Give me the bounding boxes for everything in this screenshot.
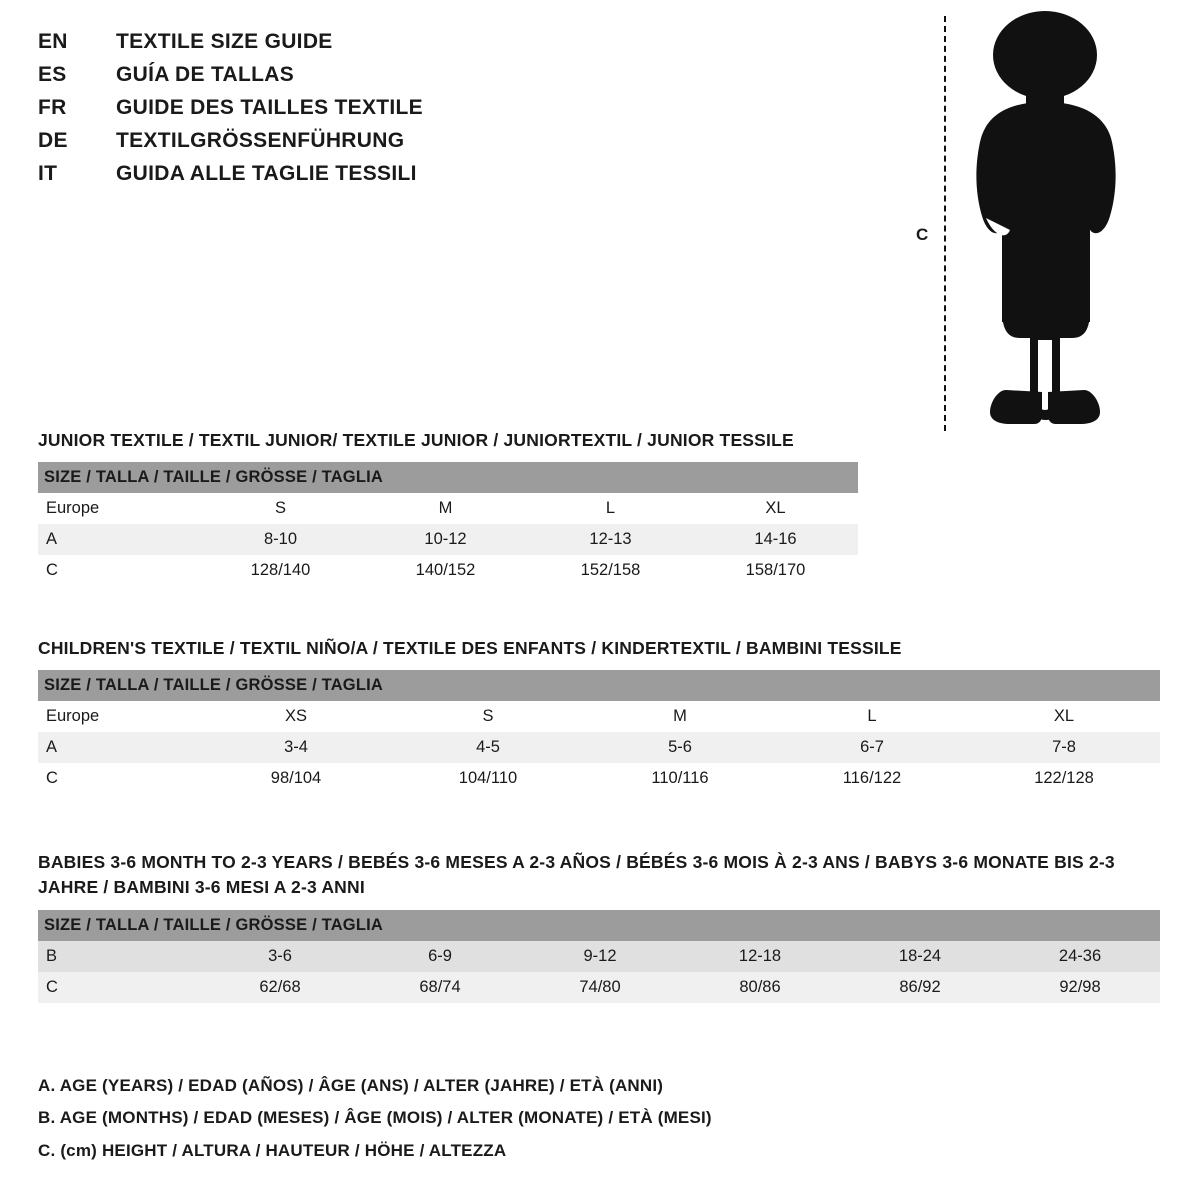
child-silhouette-icon — [950, 10, 1140, 435]
cell-value: 7-8 — [968, 732, 1160, 763]
cell-value: 80/86 — [680, 972, 840, 1003]
cell-value: 104/110 — [392, 763, 584, 794]
section-junior-textile — [38, 428, 1162, 586]
cell-value: L — [776, 701, 968, 732]
table-row — [38, 701, 1160, 732]
language-title: TEXTILE SIZE GUIDE — [116, 30, 333, 53]
measure-label-c: C — [916, 225, 929, 244]
table-row — [38, 972, 1160, 1003]
row-label: A — [38, 732, 200, 763]
cell-value: 152/158 — [528, 555, 693, 586]
cell-value: 122/128 — [968, 763, 1160, 794]
language-code: IT — [38, 162, 58, 185]
cell-value: 12-18 — [680, 941, 840, 972]
cell-value: 4-5 — [392, 732, 584, 763]
language-title: TEXTILGRÖSSENFÜHRUNG — [116, 129, 405, 152]
row-label: C — [38, 972, 200, 1003]
cell-value: 86/92 — [840, 972, 1000, 1003]
cell-value: 92/98 — [1000, 972, 1160, 1003]
row-label: Europe — [38, 701, 200, 732]
cell-value: 62/68 — [200, 972, 360, 1003]
footnote-age-years: A. AGE (YEARS) / EDAD (AÑOS) / ÂGE (ANS) / ALTER (JAHRE) / ETÀ (ANNI) — [38, 1076, 664, 1095]
language-title: GUÍA DE TALLAS — [116, 63, 295, 86]
language-code: FR — [38, 96, 67, 119]
cell-value: 14-16 — [693, 524, 858, 555]
cell-value: L — [528, 493, 693, 524]
row-label: Europe — [38, 493, 198, 524]
junior-size-table — [38, 462, 858, 586]
language-row — [38, 129, 738, 162]
cell-value: 140/152 — [363, 555, 528, 586]
table-row — [38, 493, 858, 524]
band-label: SIZE / TALLA / TAILLE / GRÖSSE / TAGLIA — [38, 462, 858, 493]
section-babies-textile — [38, 850, 1162, 1003]
cell-value: 116/122 — [776, 763, 968, 794]
cell-value: 128/140 — [198, 555, 363, 586]
cell-value: 18-24 — [840, 941, 1000, 972]
cell-value: 68/74 — [360, 972, 520, 1003]
language-row — [38, 162, 738, 195]
cell-value: 9-12 — [520, 941, 680, 972]
language-code: DE — [38, 129, 68, 152]
babies-size-table — [38, 910, 1160, 1003]
language-title-block — [38, 30, 738, 195]
band-label: SIZE / TALLA / TAILLE / GRÖSSE / TAGLIA — [38, 910, 1160, 941]
cell-value: 158/170 — [693, 555, 858, 586]
language-code: EN — [38, 30, 68, 53]
language-row — [38, 30, 738, 63]
legend-footnotes — [38, 1070, 1138, 1167]
cell-value: 74/80 — [520, 972, 680, 1003]
cell-value: 6-9 — [360, 941, 520, 972]
measure-dashed-line — [944, 16, 946, 431]
language-title: GUIDA ALLE TAGLIE TESSILI — [116, 162, 417, 185]
cell-value: 98/104 — [200, 763, 392, 794]
row-label: B — [38, 941, 200, 972]
row-label: C — [38, 763, 200, 794]
table-row — [38, 555, 858, 586]
cell-value: XL — [693, 493, 858, 524]
language-code: ES — [38, 63, 67, 86]
cell-value: 24-36 — [1000, 941, 1160, 972]
section-title: CHILDREN'S TEXTILE / TEXTIL NIÑO/A / TEXTILE DES ENFANTS / KINDERTEXTIL / BAMBINI TESSILE — [38, 638, 902, 658]
table-band-header — [38, 910, 1160, 941]
row-label: C — [38, 555, 198, 586]
cell-value: M — [584, 701, 776, 732]
cell-value: 10-12 — [363, 524, 528, 555]
footnote-height-cm: C. (cm) HEIGHT / ALTURA / HAUTEUR / HÖHE / ALTEZZA — [38, 1140, 507, 1160]
row-label: A — [38, 524, 198, 555]
section-childrens-textile — [38, 636, 1162, 794]
table-band-header — [38, 462, 858, 493]
band-label: SIZE / TALLA / TAILLE / GRÖSSE / TAGLIA — [38, 670, 1160, 701]
cell-value: XL — [968, 701, 1160, 732]
language-title: GUIDE DES TAILLES TEXTILE — [116, 96, 423, 119]
cell-value: S — [198, 493, 363, 524]
cell-value: XS — [200, 701, 392, 732]
section-title: BABIES 3-6 MONTH TO 2-3 YEARS / BEBÉS 3-6 MESES A 2-3 AÑOS / BÉBÉS 3-6 MOIS À 2-3 ANS / BABYS 3-6 MONATE BIS 2-3 JAHRE / BAMBINI 3-6 MESI A 2-3 ANNI — [38, 852, 1115, 898]
footnote-age-months: B. AGE (MONTHS) / EDAD (MESES) / ÂGE (MOIS) / ALTER (MONATE) / ETÀ (MESI) — [38, 1108, 712, 1128]
cell-value: 5-6 — [584, 732, 776, 763]
table-row — [38, 941, 1160, 972]
cell-value: 3-6 — [200, 941, 360, 972]
cell-value: 12-13 — [528, 524, 693, 555]
cell-value: S — [392, 701, 584, 732]
cell-value: M — [363, 493, 528, 524]
cell-value: 110/116 — [584, 763, 776, 794]
table-row — [38, 524, 858, 555]
table-row — [38, 732, 1160, 763]
table-band-header — [38, 670, 1160, 701]
section-title: JUNIOR TEXTILE / TEXTIL JUNIOR/ TEXTILE JUNIOR / JUNIORTEXTIL / JUNIOR TESSILE — [38, 430, 794, 450]
language-row — [38, 96, 738, 129]
cell-value: 6-7 — [776, 732, 968, 763]
table-row — [38, 763, 1160, 794]
height-measure-figure — [900, 10, 1160, 430]
language-row — [38, 63, 738, 96]
cell-value: 3-4 — [200, 732, 392, 763]
children-size-table — [38, 670, 1160, 794]
cell-value: 8-10 — [198, 524, 363, 555]
